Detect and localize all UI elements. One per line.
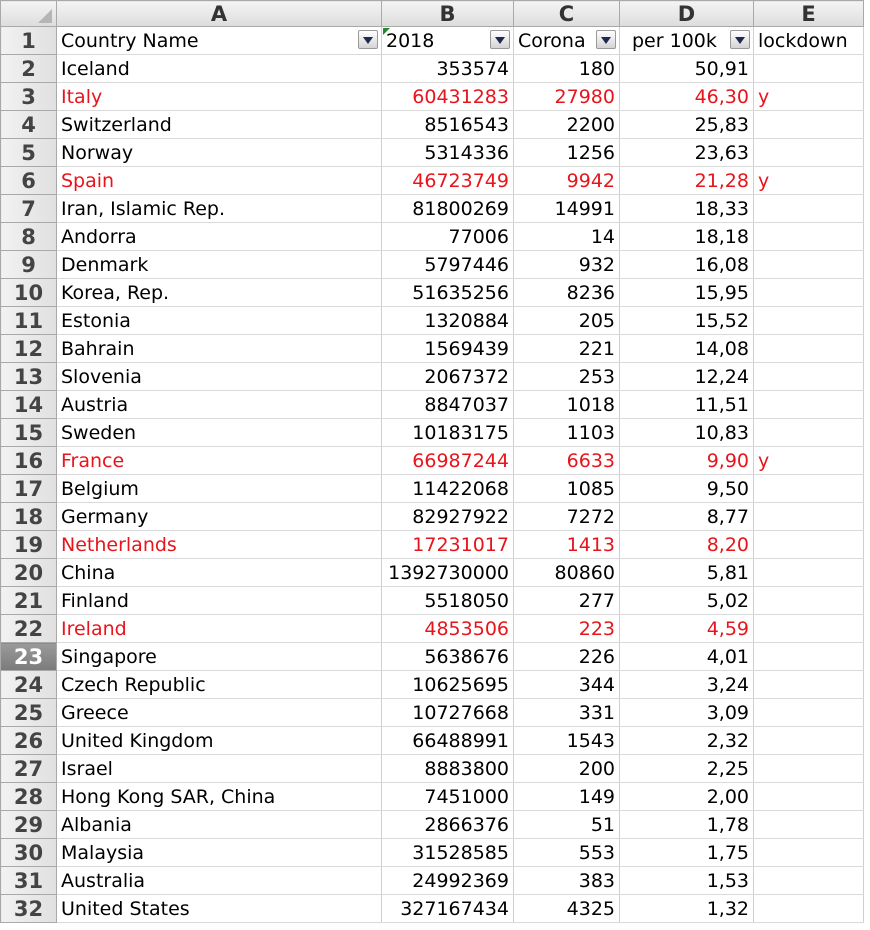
per100k-cell[interactable]: 15,52: [620, 307, 754, 335]
corona-cell[interactable]: 80860: [514, 559, 620, 587]
per100k-cell[interactable]: 10,83: [620, 419, 754, 447]
per100k-cell[interactable]: 23,63: [620, 139, 754, 167]
column-header-c[interactable]: C: [514, 1, 620, 27]
table-row: [1, 895, 864, 923]
country-cell[interactable]: Austria: [57, 391, 382, 419]
header-cell-corona[interactable]: [514, 27, 620, 55]
country-cell[interactable]: China: [57, 559, 382, 587]
header-label-corona: Corona: [518, 29, 586, 52]
population-cell[interactable]: 60431283: [382, 83, 514, 111]
country-cell[interactable]: Malaysia: [57, 839, 382, 867]
population-cell[interactable]: 7451000: [382, 783, 514, 811]
table-row: [1, 531, 864, 559]
per100k-cell[interactable]: 46,30: [620, 83, 754, 111]
row-header[interactable]: 20: [1, 559, 57, 587]
country-cell[interactable]: Switzerland: [57, 111, 382, 139]
column-header-a[interactable]: A: [57, 1, 382, 27]
header-cell-per100k[interactable]: [620, 27, 754, 55]
lockdown-cell[interactable]: [754, 139, 864, 167]
header-cell-country[interactable]: [57, 27, 382, 55]
country-cell[interactable]: United States: [57, 895, 382, 923]
corona-cell[interactable]: 223: [514, 615, 620, 643]
per100k-cell[interactable]: 1,78: [620, 811, 754, 839]
country-cell[interactable]: Finland: [57, 587, 382, 615]
per100k-cell[interactable]: 2,32: [620, 727, 754, 755]
lockdown-cell[interactable]: [754, 111, 864, 139]
per100k-cell[interactable]: 4,59: [620, 615, 754, 643]
lockdown-cell[interactable]: y: [754, 83, 864, 111]
table-row: [1, 839, 864, 867]
table-row: [1, 447, 864, 475]
population-cell[interactable]: 82927922: [382, 503, 514, 531]
lockdown-cell[interactable]: [754, 55, 864, 83]
country-cell[interactable]: Germany: [57, 503, 382, 531]
population-cell[interactable]: 8847037: [382, 391, 514, 419]
header-label-per100k: per 100k: [632, 29, 717, 52]
per100k-cell[interactable]: 1,53: [620, 867, 754, 895]
row-header[interactable]: 14: [1, 391, 57, 419]
filter-dropdown-icon[interactable]: [730, 30, 750, 49]
per100k-cell[interactable]: 50,91: [620, 55, 754, 83]
lockdown-cell[interactable]: [754, 251, 864, 279]
table-row: [1, 139, 864, 167]
header-label-2018: 2018: [386, 29, 435, 52]
row-header[interactable]: 5: [1, 139, 57, 167]
per100k-cell[interactable]: 5,02: [620, 587, 754, 615]
row-header[interactable]: 13: [1, 363, 57, 391]
table-row: [1, 783, 864, 811]
per100k-cell[interactable]: 5,81: [620, 559, 754, 587]
column-header-d[interactable]: D: [620, 1, 754, 27]
table-row: [1, 251, 864, 279]
header-cell-lockdown[interactable]: [754, 27, 864, 55]
population-cell[interactable]: 1392730000: [382, 559, 514, 587]
header-label-country: Country Name: [61, 29, 199, 52]
corona-cell[interactable]: 9942: [514, 167, 620, 195]
population-cell[interactable]: 10625695: [382, 671, 514, 699]
table-row: [1, 671, 864, 699]
country-cell[interactable]: Spain: [57, 167, 382, 195]
row-header[interactable]: 17: [1, 475, 57, 503]
table-row: [1, 867, 864, 895]
country-cell[interactable]: Norway: [57, 139, 382, 167]
corona-cell[interactable]: 253: [514, 363, 620, 391]
per100k-cell[interactable]: 16,08: [620, 251, 754, 279]
row-header[interactable]: 18: [1, 503, 57, 531]
row-header[interactable]: 16: [1, 447, 57, 475]
header-label-lockdown: lockdown: [758, 29, 848, 52]
per100k-cell[interactable]: 3,24: [620, 671, 754, 699]
lockdown-cell[interactable]: [754, 475, 864, 503]
per100k-cell[interactable]: 12,24: [620, 363, 754, 391]
row-header[interactable]: 7: [1, 195, 57, 223]
table-row: [1, 223, 864, 251]
lockdown-cell[interactable]: [754, 811, 864, 839]
table-row: [1, 307, 864, 335]
country-cell[interactable]: Andorra: [57, 223, 382, 251]
corona-cell[interactable]: 226: [514, 643, 620, 671]
population-cell[interactable]: 2067372: [382, 363, 514, 391]
table-row: [1, 391, 864, 419]
population-cell[interactable]: 1320884: [382, 307, 514, 335]
corona-cell[interactable]: 14991: [514, 195, 620, 223]
population-cell[interactable]: 10727668: [382, 699, 514, 727]
corona-cell[interactable]: 553: [514, 839, 620, 867]
header-row: [1, 27, 864, 55]
per100k-cell[interactable]: 9,50: [620, 475, 754, 503]
lockdown-cell[interactable]: y: [754, 447, 864, 475]
population-cell[interactable]: 17231017: [382, 531, 514, 559]
lockdown-cell[interactable]: [754, 587, 864, 615]
table-row: [1, 559, 864, 587]
population-cell[interactable]: 5638676: [382, 643, 514, 671]
population-cell[interactable]: 5314336: [382, 139, 514, 167]
corona-cell[interactable]: 27980: [514, 83, 620, 111]
lockdown-cell[interactable]: [754, 615, 864, 643]
row-header[interactable]: 4: [1, 111, 57, 139]
row-header[interactable]: 31: [1, 867, 57, 895]
corona-cell[interactable]: 1256: [514, 139, 620, 167]
corona-cell[interactable]: 14: [514, 223, 620, 251]
lockdown-cell[interactable]: [754, 503, 864, 531]
country-cell[interactable]: Bahrain: [57, 335, 382, 363]
population-cell[interactable]: 5518050: [382, 587, 514, 615]
population-cell[interactable]: 46723749: [382, 167, 514, 195]
row-header[interactable]: 21: [1, 587, 57, 615]
corner-triangle-icon: [38, 9, 52, 23]
country-cell[interactable]: Italy: [57, 83, 382, 111]
corona-cell[interactable]: 4325: [514, 895, 620, 923]
corona-cell[interactable]: 6633: [514, 447, 620, 475]
row-header[interactable]: 25: [1, 699, 57, 727]
per100k-cell[interactable]: 3,09: [620, 699, 754, 727]
row-header[interactable]: 19: [1, 531, 57, 559]
country-cell[interactable]: Iceland: [57, 55, 382, 83]
table-row: [1, 55, 864, 83]
row-header[interactable]: 29: [1, 811, 57, 839]
per100k-cell[interactable]: 9,90: [620, 447, 754, 475]
row-header[interactable]: 22: [1, 615, 57, 643]
per100k-cell[interactable]: 18,18: [620, 223, 754, 251]
per100k-cell[interactable]: 18,33: [620, 195, 754, 223]
table-row: [1, 503, 864, 531]
per100k-cell[interactable]: 1,32: [620, 895, 754, 923]
corona-cell[interactable]: 51: [514, 811, 620, 839]
row-header[interactable]: 2: [1, 55, 57, 83]
per100k-cell[interactable]: 2,00: [620, 783, 754, 811]
column-header-e[interactable]: E: [754, 1, 864, 27]
table-row: [1, 755, 864, 783]
country-cell[interactable]: Israel: [57, 755, 382, 783]
lockdown-cell[interactable]: [754, 419, 864, 447]
table-row: [1, 727, 864, 755]
row-header[interactable]: 12: [1, 335, 57, 363]
lockdown-cell[interactable]: [754, 195, 864, 223]
row-header[interactable]: 11: [1, 307, 57, 335]
row-header[interactable]: 26: [1, 727, 57, 755]
country-cell[interactable]: France: [57, 447, 382, 475]
country-cell[interactable]: Iran, Islamic Rep.: [57, 195, 382, 223]
corona-cell[interactable]: 205: [514, 307, 620, 335]
country-cell[interactable]: Greece: [57, 699, 382, 727]
corona-cell[interactable]: 180: [514, 55, 620, 83]
country-cell[interactable]: Slovenia: [57, 363, 382, 391]
population-cell[interactable]: 10183175: [382, 419, 514, 447]
population-cell[interactable]: 51635256: [382, 279, 514, 307]
lockdown-cell[interactable]: [754, 755, 864, 783]
filter-dropdown-icon[interactable]: [490, 30, 510, 49]
column-header-b[interactable]: B: [382, 1, 514, 27]
corona-cell[interactable]: 344: [514, 671, 620, 699]
lockdown-cell[interactable]: [754, 559, 864, 587]
country-cell[interactable]: United Kingdom: [57, 727, 382, 755]
error-flag-icon: [383, 28, 390, 35]
per100k-cell[interactable]: 4,01: [620, 643, 754, 671]
per100k-cell[interactable]: 25,83: [620, 111, 754, 139]
lockdown-cell[interactable]: [754, 699, 864, 727]
row-header[interactable]: 23: [1, 643, 57, 671]
country-cell[interactable]: Korea, Rep.: [57, 279, 382, 307]
per100k-cell[interactable]: 14,08: [620, 335, 754, 363]
population-cell[interactable]: 77006: [382, 223, 514, 251]
population-cell[interactable]: 31528585: [382, 839, 514, 867]
corona-cell[interactable]: 383: [514, 867, 620, 895]
population-cell[interactable]: 81800269: [382, 195, 514, 223]
row-header[interactable]: 27: [1, 755, 57, 783]
lockdown-cell[interactable]: [754, 643, 864, 671]
row-header[interactable]: 32: [1, 895, 57, 923]
corona-cell[interactable]: 8236: [514, 279, 620, 307]
table-row: [1, 643, 864, 671]
lockdown-cell[interactable]: [754, 671, 864, 699]
row-header[interactable]: 3: [1, 83, 57, 111]
row-header[interactable]: 8: [1, 223, 57, 251]
corona-cell[interactable]: 1543: [514, 727, 620, 755]
row-header[interactable]: 9: [1, 251, 57, 279]
lockdown-cell[interactable]: [754, 867, 864, 895]
population-cell[interactable]: 1569439: [382, 335, 514, 363]
table-row: [1, 615, 864, 643]
population-cell[interactable]: 8883800: [382, 755, 514, 783]
corona-cell[interactable]: 1103: [514, 419, 620, 447]
country-cell[interactable]: Czech Republic: [57, 671, 382, 699]
population-cell[interactable]: 327167434: [382, 895, 514, 923]
filter-dropdown-icon[interactable]: [358, 30, 378, 49]
row-header[interactable]: 1: [1, 27, 57, 55]
population-cell[interactable]: 66987244: [382, 447, 514, 475]
table-row: [1, 363, 864, 391]
row-header[interactable]: 24: [1, 671, 57, 699]
lockdown-cell[interactable]: [754, 391, 864, 419]
table-row: [1, 279, 864, 307]
lockdown-cell[interactable]: [754, 839, 864, 867]
per100k-cell[interactable]: 8,77: [620, 503, 754, 531]
country-cell[interactable]: Singapore: [57, 643, 382, 671]
lockdown-cell[interactable]: [754, 223, 864, 251]
table-row: [1, 83, 864, 111]
table-row: [1, 419, 864, 447]
lockdown-cell[interactable]: [754, 727, 864, 755]
table-row: [1, 811, 864, 839]
country-cell[interactable]: Netherlands: [57, 531, 382, 559]
corona-cell[interactable]: 331: [514, 699, 620, 727]
per100k-cell[interactable]: 8,20: [620, 531, 754, 559]
corona-cell[interactable]: 7272: [514, 503, 620, 531]
population-cell[interactable]: 24992369: [382, 867, 514, 895]
country-cell[interactable]: Ireland: [57, 615, 382, 643]
lockdown-cell[interactable]: [754, 783, 864, 811]
lockdown-cell[interactable]: [754, 307, 864, 335]
population-cell[interactable]: 8516543: [382, 111, 514, 139]
population-cell[interactable]: 353574: [382, 55, 514, 83]
corona-cell[interactable]: 149: [514, 783, 620, 811]
population-cell[interactable]: 2866376: [382, 811, 514, 839]
corona-cell[interactable]: 2200: [514, 111, 620, 139]
table-row: [1, 111, 864, 139]
corona-cell[interactable]: 1413: [514, 531, 620, 559]
select-all-corner[interactable]: [1, 1, 57, 27]
country-cell[interactable]: Albania: [57, 811, 382, 839]
population-cell[interactable]: 5797446: [382, 251, 514, 279]
country-cell[interactable]: Sweden: [57, 419, 382, 447]
table-row: [1, 167, 864, 195]
header-cell-2018[interactable]: [382, 27, 514, 55]
row-header[interactable]: 28: [1, 783, 57, 811]
table-row: [1, 587, 864, 615]
per100k-cell[interactable]: 21,28: [620, 167, 754, 195]
country-cell[interactable]: Estonia: [57, 307, 382, 335]
country-cell[interactable]: Hong Kong SAR, China: [57, 783, 382, 811]
table-row: [1, 195, 864, 223]
row-header[interactable]: 30: [1, 839, 57, 867]
population-cell[interactable]: 11422068: [382, 475, 514, 503]
corona-cell[interactable]: 1085: [514, 475, 620, 503]
row-header[interactable]: 10: [1, 279, 57, 307]
filter-dropdown-icon[interactable]: [596, 30, 616, 49]
corona-cell[interactable]: 221: [514, 335, 620, 363]
lockdown-cell[interactable]: [754, 363, 864, 391]
table-row: [1, 475, 864, 503]
country-cell[interactable]: Denmark: [57, 251, 382, 279]
lockdown-cell[interactable]: [754, 895, 864, 923]
corona-cell[interactable]: 1018: [514, 391, 620, 419]
country-cell[interactable]: Australia: [57, 867, 382, 895]
table-row: [1, 335, 864, 363]
corona-cell[interactable]: 932: [514, 251, 620, 279]
lockdown-cell[interactable]: y: [754, 167, 864, 195]
row-header[interactable]: 6: [1, 167, 57, 195]
lockdown-cell[interactable]: [754, 531, 864, 559]
per100k-cell[interactable]: 15,95: [620, 279, 754, 307]
table-row: [1, 699, 864, 727]
per100k-cell[interactable]: 2,25: [620, 755, 754, 783]
corona-cell[interactable]: 200: [514, 755, 620, 783]
country-cell[interactable]: Belgium: [57, 475, 382, 503]
row-header[interactable]: 15: [1, 419, 57, 447]
corona-cell[interactable]: 277: [514, 587, 620, 615]
per100k-cell[interactable]: 11,51: [620, 391, 754, 419]
lockdown-cell[interactable]: [754, 335, 864, 363]
population-cell[interactable]: 4853506: [382, 615, 514, 643]
lockdown-cell[interactable]: [754, 279, 864, 307]
per100k-cell[interactable]: 1,75: [620, 839, 754, 867]
population-cell[interactable]: 66488991: [382, 727, 514, 755]
